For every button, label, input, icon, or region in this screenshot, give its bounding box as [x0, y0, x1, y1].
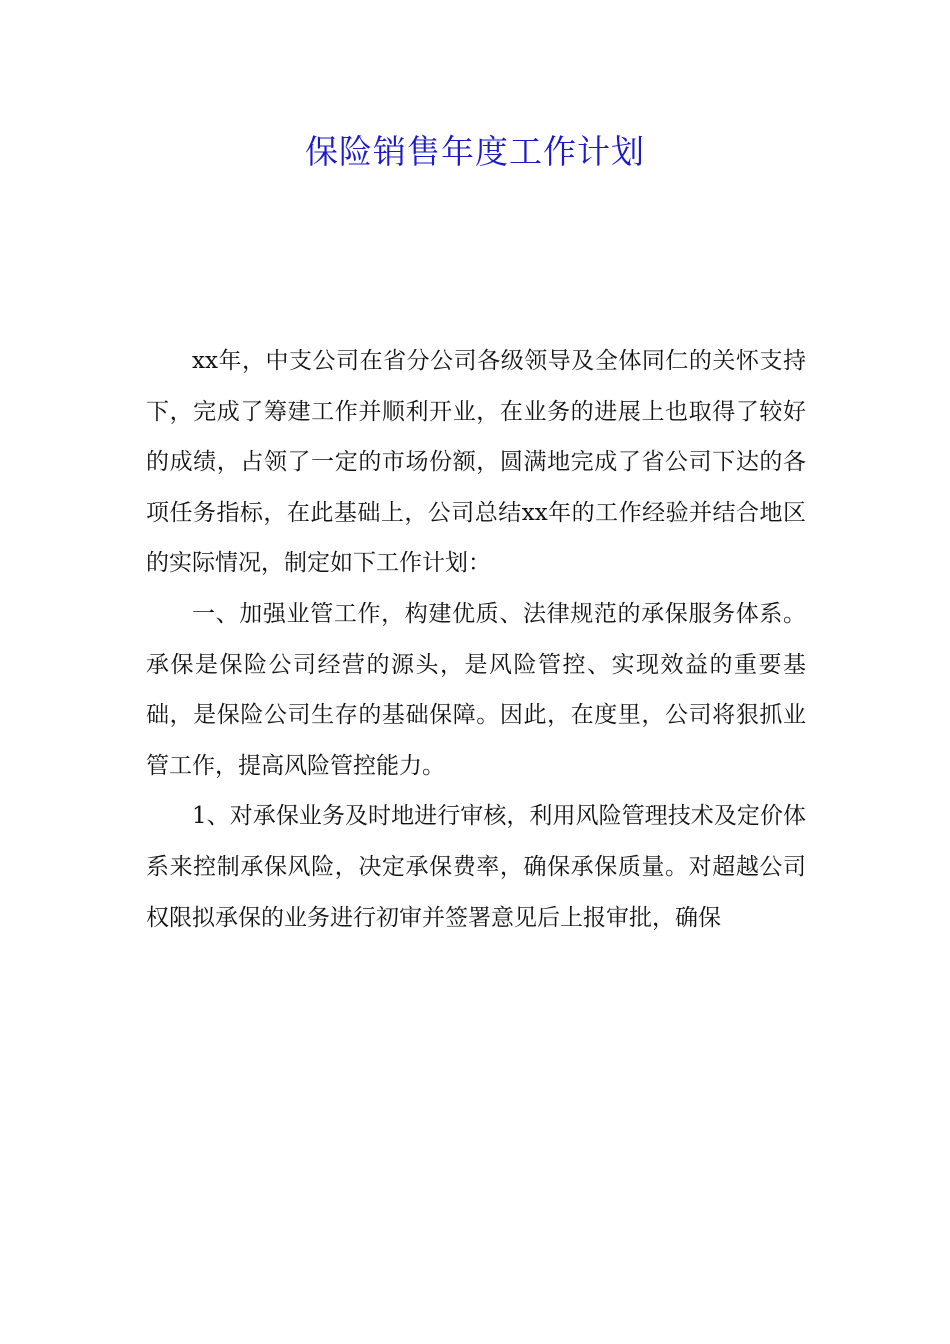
paragraph-intro: xx年，中支公司在省分公司各级领导及全体同仁的关怀支持下，完成了筹建工作并顺利开业，在业务的进展上也取得了较好的成绩，占领了一定的市场份额，圆满地完成了省公司下达的各项任务指标，在此基础上，公司总结xx年的工作经验并结合地区的实际情况，制定如下工作计划： [146, 348, 806, 577]
document-body [146, 336, 806, 943]
paragraph-item-one: 1、对承保业务及时地进行审核，利用风险管理技术及定价体系来控制承保风险，决定承保费率，确保承保质量。对超越公司权限拟承保的业务进行初审并签署意见后上报审批，确保 [146, 803, 806, 931]
document-title: 保险销售年度工作计划 [305, 132, 645, 171]
paragraph-section-one: 一、加强业管工作，构建优质、法律规范的承保服务体系。承保是保险公司经营的源头，是风险管控、实现效益的重要基础，是保险公司生存的基础保障。因此，在度里，公司将狠抓业管工作，提高风险管控能力。 [146, 600, 806, 779]
